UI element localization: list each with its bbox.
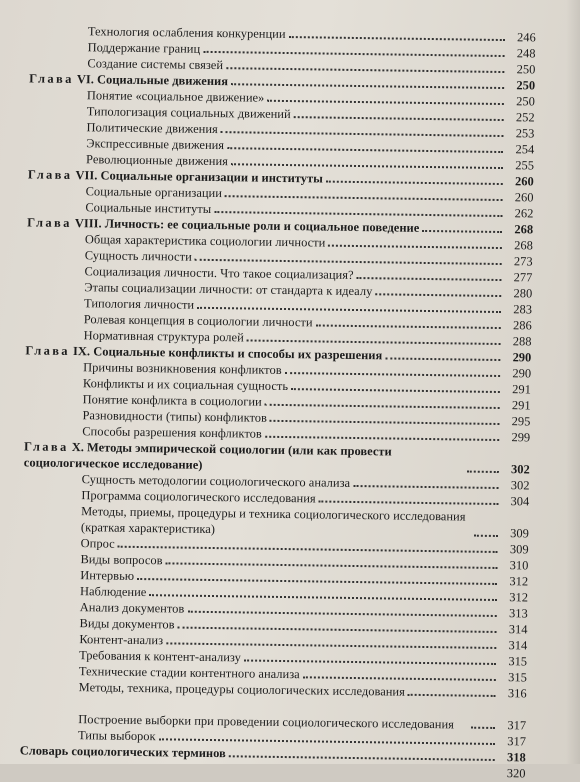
page-number: 302 (510, 478, 530, 493)
toc-title-text: Программа социологического исследования (81, 488, 316, 506)
toc-title-text: Понятие «социальное движение» (86, 88, 265, 105)
toc-title-text: Словарь социологических терминов (19, 743, 226, 761)
dot-leader (289, 35, 505, 41)
page-number: 299 (511, 430, 531, 445)
toc-title-text: VIII. Личность: ее социальные роли и социальное поведение (74, 216, 420, 235)
toc-title-text: Контент-анализ (79, 632, 164, 648)
page-number: 310 (509, 558, 529, 573)
dot-leader (328, 244, 502, 249)
dot-leader (265, 435, 499, 441)
toc-title-text: Этапы социализации личности: от стандарта к идеалу (84, 280, 373, 299)
toc-entry-title (20, 726, 156, 744)
page-number: 250 (516, 78, 536, 93)
page-number: 288 (512, 334, 532, 349)
toc-title-text: Методы, приемы, процедуры и техника социологического исследования (краткая характеристика) (80, 504, 466, 537)
toc-title-text: IX. Социальные конфликты и способы их разрешения (73, 344, 383, 363)
page-number: 317 (507, 734, 527, 749)
toc-title-text: Экспрессивные движения (86, 136, 225, 153)
dot-leader (267, 99, 504, 105)
page-number: 268 (514, 238, 534, 253)
chapter-prefix: Глава (25, 343, 71, 359)
dot-leader (225, 194, 503, 201)
dot-leader (385, 356, 500, 361)
page-number: 273 (513, 254, 533, 269)
page-number: 295 (511, 414, 531, 429)
page-number: 286 (512, 318, 532, 333)
page-number: 260 (514, 174, 534, 189)
dot-leader (357, 276, 502, 281)
toc-title-text: Понятие конфликта в социологии (82, 392, 262, 409)
toc-title-text: Ролевая концепция в социологии личности (83, 312, 313, 330)
dot-leader (195, 258, 502, 265)
page-number: 260 (514, 190, 534, 205)
page-edge-shadow (566, 0, 580, 764)
toc-title-text: Виды вопросов (80, 552, 163, 568)
page-number: 318 (506, 750, 526, 765)
toc-entry-title (22, 582, 147, 600)
chapter-prefix: Глава (27, 215, 72, 231)
dot-leader (149, 593, 497, 601)
toc-title-text: Социализация личности. Что такое социализация? (84, 264, 354, 282)
dot-leader (303, 675, 496, 681)
toc-entry-title (23, 534, 115, 551)
dot-leader (244, 658, 496, 665)
toc-title-text: Построение выборки при проведении социологического исследования (78, 712, 455, 732)
page-number: 315 (508, 670, 527, 685)
page-number: 262 (514, 206, 534, 221)
page-number: 248 (516, 46, 536, 61)
table-of-contents (0, 22, 580, 782)
toc-title-text: VII. Социальные организации и институты (75, 168, 324, 186)
dot-leader (178, 626, 497, 633)
toc-title-text: Технические стадии контентного анализа (78, 664, 300, 682)
toc-title-text: Интервью (80, 568, 135, 583)
toc-entry-title (19, 774, 77, 775)
dot-leader (353, 484, 498, 489)
dot-leader (187, 610, 497, 617)
page-number: 246 (516, 30, 536, 45)
page-number: 255 (515, 158, 535, 173)
page-number: 290 (512, 350, 532, 365)
dot-leader (247, 338, 501, 345)
chapter-prefix: Глава (29, 71, 74, 87)
dot-leader (265, 403, 500, 409)
toc-title-text: Создание системы связей (87, 56, 224, 73)
page-number: 290 (512, 366, 532, 381)
dot-leader (291, 387, 500, 393)
dot-leader (471, 726, 495, 729)
toc-title-text: Методы, техника, процедуры социологических исследования (78, 680, 406, 699)
toc-title-text: Требования к контент-анализу (79, 648, 241, 665)
page-number: 314 (508, 622, 528, 637)
dot-leader (408, 693, 496, 697)
page-number: 252 (515, 110, 535, 125)
page-number: 283 (513, 302, 533, 317)
dot-leader (197, 306, 501, 313)
dot-leader (81, 770, 495, 777)
toc-title-text: Виды документов (79, 616, 175, 632)
page-number: 291 (512, 382, 532, 397)
page-number: 253 (515, 126, 535, 141)
dot-leader (326, 180, 503, 185)
toc-title-text: Наблюдение (79, 584, 147, 600)
dot-leader (159, 737, 495, 745)
toc-title-text: Политические движения (86, 120, 218, 137)
dot-leader (227, 146, 503, 153)
toc-title-text: Способы разрешения конфликтов (82, 424, 262, 441)
page-number: 302 (510, 462, 530, 477)
toc-title-text: Опрос (80, 536, 115, 551)
dot-leader (166, 561, 498, 569)
toc-entry-title (20, 742, 226, 761)
toc-title-text: Причины возникновения конфликтов (83, 360, 282, 377)
dot-leader (467, 470, 499, 473)
page-number: 250 (516, 94, 536, 109)
dot-leader (375, 292, 501, 297)
dot-leader (226, 66, 504, 73)
page-number: 268 (514, 222, 534, 237)
toc-title-text: Анализ документов (79, 600, 185, 616)
page-number: 317 (507, 718, 527, 733)
dot-leader (319, 499, 499, 505)
dot-leader (316, 323, 501, 329)
page-number: 309 (510, 526, 530, 541)
toc-title-text: Конфликты и их социальная сущность (82, 376, 289, 394)
toc-title-text: Типология личности (83, 296, 195, 312)
dot-leader (221, 130, 504, 137)
dot-leader (166, 641, 496, 649)
toc-title-text: X. Методы эмпирической социологии (или как провести социологическое исследование) (23, 440, 392, 472)
toc-title-text: VI. Социальные движения (76, 72, 229, 89)
page-number: 316 (507, 686, 527, 701)
page-number: 277 (513, 270, 533, 285)
toc-title-text: Типологизация социальных движений (86, 104, 291, 122)
chapter-prefix: Глава (23, 439, 69, 454)
toc-title-text: Общая характеристика социологии личности (84, 232, 326, 250)
toc-title-text: Типы выборок (77, 728, 156, 744)
dot-leader (214, 210, 502, 217)
page-number: 309 (509, 542, 529, 557)
dot-leader (203, 50, 504, 57)
page-number: 320 (506, 766, 526, 781)
dot-leader (285, 371, 501, 377)
page-number: 313 (508, 606, 528, 621)
dot-leader (474, 534, 498, 537)
dot-leader (422, 229, 502, 233)
dot-leader (270, 419, 500, 425)
dot-leader (231, 82, 504, 89)
toc-entry-title (22, 550, 162, 568)
toc-title-text: Поддержание границ (87, 40, 201, 56)
toc-title-text: Социальные организации (85, 184, 223, 201)
page-number: 314 (508, 638, 528, 653)
toc-title-text: Революционные движения (85, 152, 229, 169)
page-number: 280 (513, 286, 533, 301)
toc-title-text: Социальные институты (85, 200, 212, 216)
page-number: 254 (515, 142, 535, 157)
chapter-prefix: Глава (27, 167, 73, 183)
toc-title-text: Нормативная структура ролей (83, 328, 244, 345)
page-number: 250 (516, 62, 536, 77)
toc-title-text: Технология ослабления конкуренции (87, 24, 286, 41)
toc-entry-title (22, 566, 134, 584)
page-number: 312 (509, 590, 529, 605)
dot-leader (294, 115, 504, 121)
dot-leader (231, 162, 503, 169)
page-number: 312 (509, 574, 529, 589)
toc-title-text: Сущность личности (84, 248, 192, 264)
page-number: 291 (511, 398, 531, 413)
dot-leader (229, 754, 495, 761)
page-number: 304 (510, 494, 530, 509)
page-number: 315 (508, 654, 528, 669)
toc-title-text: Сущность методологии социологического анализа (81, 472, 351, 490)
toc-title-text: Разновидности (типы) конфликтов (82, 408, 268, 425)
toc-entry-title (21, 630, 163, 648)
